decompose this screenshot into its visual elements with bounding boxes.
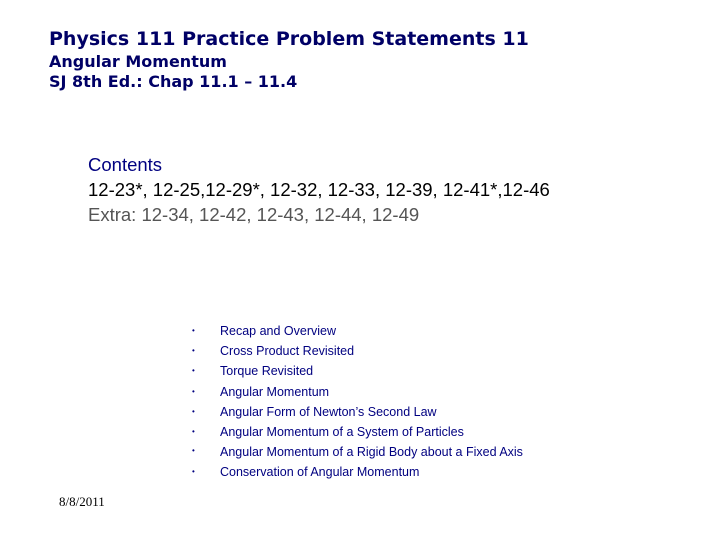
topic-label: Torque Revisited	[220, 364, 314, 379]
topic-item	[192, 462, 580, 482]
topic-item	[192, 341, 580, 361]
topic-label: Angular Momentum of a Rigid Body about a Fixed Axis	[220, 444, 523, 459]
topic-item	[192, 382, 580, 402]
topic-item	[192, 361, 580, 381]
title-block	[49, 27, 529, 92]
bullet-icon: •	[192, 346, 195, 356]
page-title: Physics 111 Practice Problem Statements 11	[49, 28, 529, 50]
page-subtitle: Angular Momentum	[49, 52, 227, 71]
bullet-icon: •	[192, 467, 195, 477]
topic-item	[192, 402, 580, 422]
topic-label: Conservation of Angular Momentum	[220, 465, 420, 480]
bullet-icon: •	[192, 446, 195, 456]
topic-item	[192, 321, 580, 341]
problem-list: 12-23*, 12-25,12-29*, 12-32, 12-33, 12-39, 12-41*,12-46	[88, 179, 550, 200]
topic-label: Angular Momentum	[220, 384, 330, 399]
topic-item	[192, 442, 580, 462]
extra-problem-list: Extra: 12-34, 12-42, 12-43, 12-44, 12-49	[88, 204, 420, 225]
bullet-icon: •	[192, 386, 195, 396]
bullet-icon: •	[192, 427, 195, 437]
topic-list	[192, 321, 580, 483]
chapter-reference: SJ 8th Ed.: Chap 11.1 – 11.4	[49, 72, 298, 91]
bullet-icon: •	[192, 406, 195, 416]
topic-label: Recap and Overview	[220, 324, 337, 338]
topic-label: Angular Form of Newton’s Second Law	[220, 404, 437, 419]
topic-label: Cross Product Revisited	[220, 344, 355, 359]
bullet-icon: •	[192, 326, 195, 335]
contents-block	[88, 152, 550, 227]
topic-label: Angular Momentum of a System of Particles	[220, 425, 464, 440]
topic-item	[192, 422, 580, 442]
slide-date: 8/8/2011	[59, 494, 105, 509]
contents-heading: Contents	[88, 154, 163, 175]
bullet-icon: •	[192, 366, 195, 376]
